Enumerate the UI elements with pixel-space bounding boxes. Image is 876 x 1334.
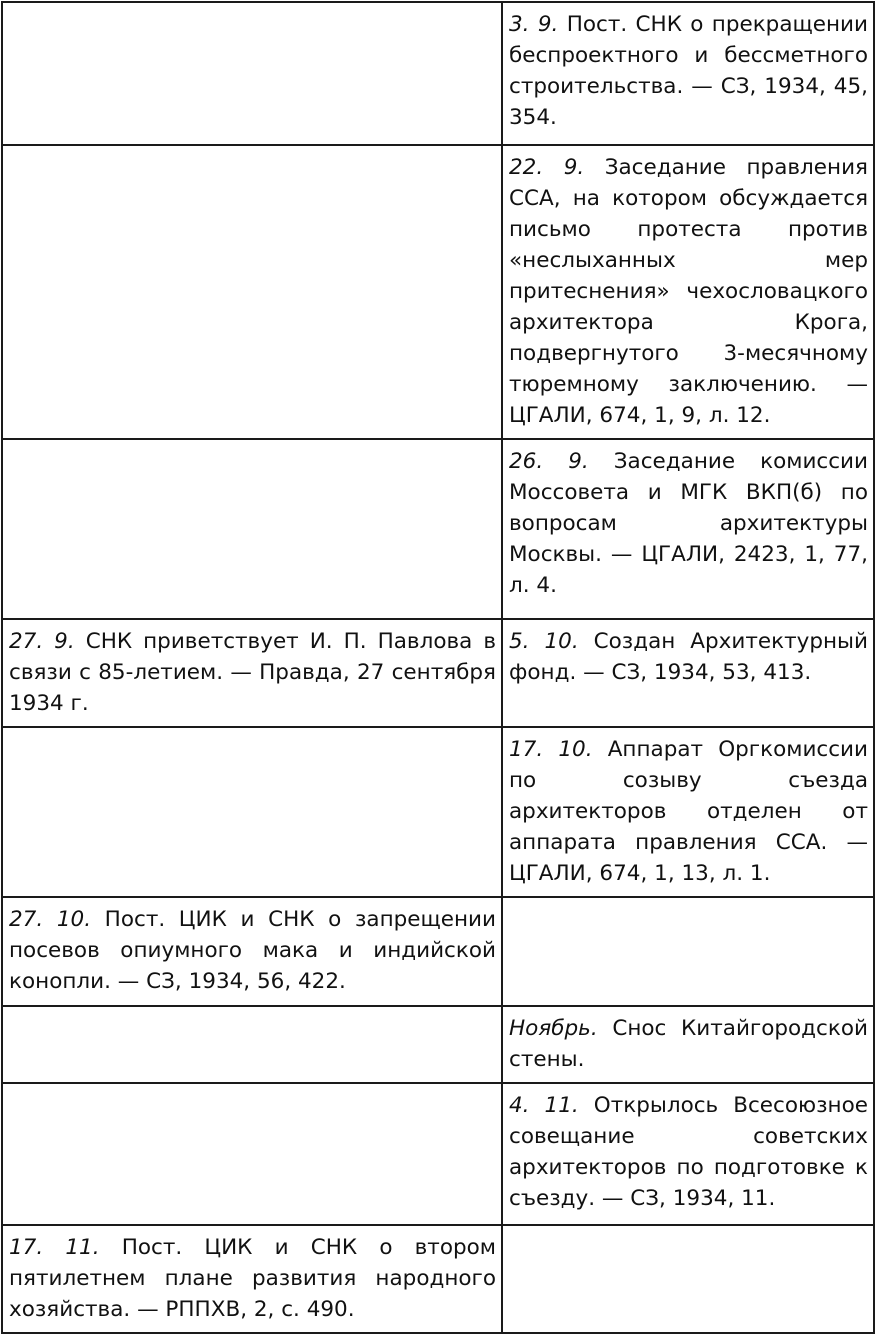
right-cell — [502, 1006, 874, 1083]
table-row — [2, 145, 874, 439]
right-cell-empty — [502, 1225, 874, 1333]
left-cell-empty — [2, 1083, 502, 1225]
entry-date: 3. 9. — [509, 12, 559, 37]
entry-date: 17. 10. — [509, 737, 593, 762]
table-row — [2, 619, 874, 727]
entry-date: 27. 10. — [9, 907, 92, 932]
entry-text: Заседание правления ССА, на котором обсуждается письмо протеста против «неслыханных мер притеснения» чехословацкого архитектора Крога, подвергнутого 3-месячному тюремному заключению. — ЦГАЛИ, 674, 1, 9, л. 12. — [509, 155, 868, 428]
right-cell — [502, 619, 874, 727]
left-cell-empty — [2, 439, 502, 619]
right-cell-empty — [502, 897, 874, 1006]
right-cell — [502, 145, 874, 439]
entry-text: Открылось Всесоюзное совещание советских архитекторов по подготовке к съезду. — СЗ, 1934, 11. — [509, 1093, 868, 1211]
left-cell — [2, 619, 502, 727]
entry-date: 5. 10. — [509, 629, 579, 654]
entry-text: СНК приветствует И. П. Павлова в связи с 85-летием. — Правда, 27 сентября 1934 г. — [9, 629, 496, 716]
right-cell — [502, 439, 874, 619]
table-row — [2, 727, 874, 897]
entry-text: Заседание комиссии Моссовета и МГК ВКП(б) по вопросам архитектуры Москвы. — ЦГАЛИ, 2423, 1, 77, л. 4. — [509, 449, 869, 598]
entry-text: Снос Китайгородской стены. — [509, 1016, 868, 1072]
table-row — [2, 1083, 874, 1225]
right-cell — [502, 727, 874, 897]
entry-text: Пост. СНК о прекращении беспроектного и бессметного строительства. — СЗ, 1934, 45, 354. — [509, 12, 868, 130]
table-row — [2, 1006, 874, 1083]
entry-text: Создан Архитектурный фонд. — СЗ, 1934, 53, 413. — [509, 629, 868, 685]
left-cell-empty — [2, 2, 502, 145]
entry-text: Аппарат Оргкомиссии по созыву съезда архитекторов отделен от аппарата правления ССА. — ЦГАЛИ, 674, 1, 13, л. 1. — [509, 737, 869, 886]
entry-date: 17. 11. — [9, 1235, 100, 1260]
entry-text: Пост. ЦИК и СНК о втором пятилетнем плане развития народного хозяйства. — РППХВ, 2, с. 490. — [9, 1235, 496, 1322]
chronology-table — [1, 1, 875, 1334]
entry-text: Пост. ЦИК и СНК о запрещении посевов опиумного мака и индийской конопли. — СЗ, 1934, 56, 422. — [9, 907, 496, 994]
right-cell — [502, 1083, 874, 1225]
table-row — [2, 439, 874, 619]
table-row — [2, 897, 874, 1006]
left-cell-empty — [2, 727, 502, 897]
table-row — [2, 1225, 874, 1333]
table-row — [2, 2, 874, 145]
left-cell — [2, 897, 502, 1006]
entry-date: 26. 9. — [509, 449, 589, 474]
left-cell-empty — [2, 1006, 502, 1083]
left-cell-empty — [2, 145, 502, 439]
left-cell — [2, 1225, 502, 1333]
entry-date: 4. 11. — [509, 1093, 579, 1118]
entry-date: 27. 9. — [9, 629, 75, 654]
entry-date: Ноябрь. — [509, 1016, 598, 1041]
right-cell — [502, 2, 874, 145]
entry-date: 22. 9. — [509, 155, 585, 180]
